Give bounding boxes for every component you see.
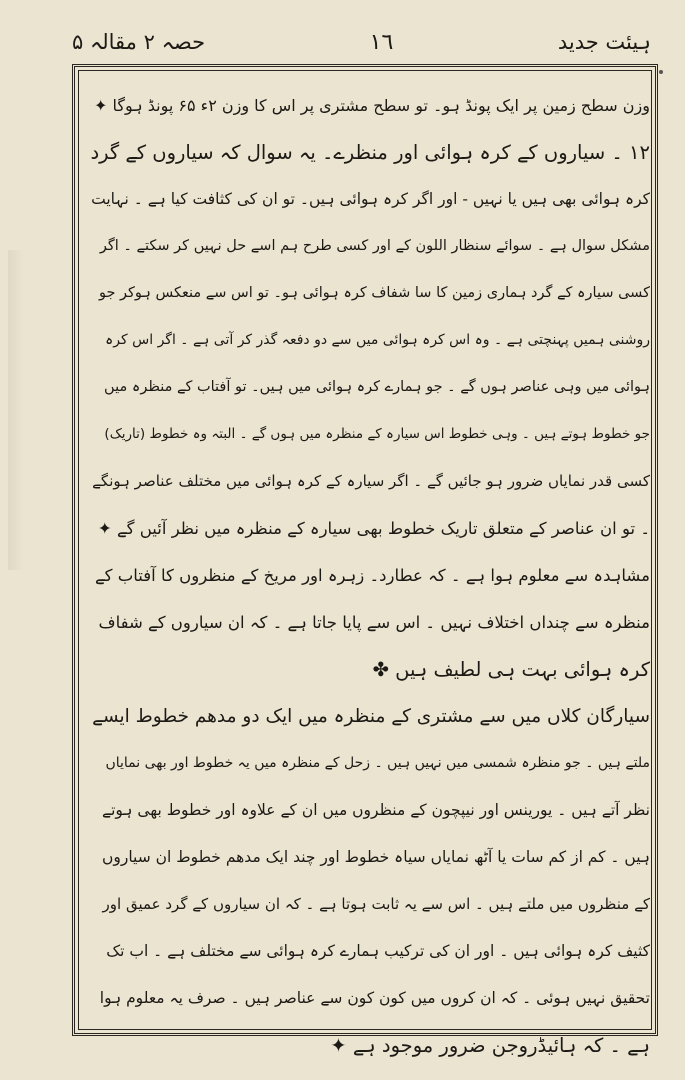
text-line: کرہ ہوائی بھی ہیں یا نہیں - اور اگر کرہ ہوائی ہیں۔ تو ان کی کثافت کیا ہے ۔ نہایت: [91, 190, 650, 208]
section-heading-line: ۱۲ ۔ سیاروں کے کرہ ہوائی اور منظرے۔ یہ سوال کہ سیاروں کے گرد: [90, 141, 650, 164]
text-line: ہوائی میں وہی عناصر ہوں گے ۔ جو ہمارے کرہ ہوائی میں ہیں۔ تو آفتاب کے منظرہ میں: [104, 379, 650, 395]
text-line: کے منظروں میں ملتے ہیں ۔ اس سے یہ ثابت ہوتا ہے ۔ کہ ان سیاروں کے گرد عمیق اور: [102, 895, 650, 913]
text-line: ۔ تو ان عناصر کے متعلق تاریک خطوط بھی سیارہ کے منظرہ میں نظر آئیں گے ✦: [97, 519, 650, 538]
page-number: ١٦: [369, 29, 394, 55]
text-line: کسی قدر نمایاں ضرور ہو جائیں گے ۔ اگر سیارہ کے کرہ ہوائی میں مختلف عناصر ہونگے: [92, 472, 650, 490]
text-line: ہے ۔ کہ ہائیڈروجن ضرور موجود ہے ✦: [330, 1034, 650, 1057]
ink-speck: [659, 70, 663, 74]
text-line: منظرہ سے چنداں اختلاف نہیں ۔ اس سے پایا جاتا ہے ۔ کہ ان سیاروں کے شفاف: [98, 613, 650, 632]
text-line: مشکل سوال ہے ۔ سوائے سنظار اللون کے اور کسی طرح ہم اسے حل نہیں کر سکتے ۔ اگر: [99, 238, 650, 254]
page-fold-shadow: [8, 250, 26, 570]
text-line: ملتے ہیں ۔ جو منظرہ شمسی میں نہیں ہیں ۔ زحل کے منظرہ میں یہ خطوط اور بھی نمایاں: [105, 755, 650, 771]
text-line: وزن سطح زمین پر ایک پونڈ ہو۔ تو سطح مشتری پر اس کا وزن ۲ء ۶۵ پونڈ ہوگا ✦: [94, 96, 650, 115]
text-line: ہیں ۔ کم از کم سات یا آٹھ نمایاں سیاہ خطوط اور چند ایک مدھم خطوط ان سیاروں: [101, 848, 650, 866]
text-line: سیارگان کلاں میں سے مشتری کے منظرہ میں ایک دو مدھم خطوط ایسے: [92, 706, 650, 727]
text-line: کسی سیارہ کے گرد ہماری زمین کا سا شفاف کرہ ہوائی ہو۔ تو اس سے منعکس ہوکر جو: [98, 285, 650, 301]
section-label: حصہ ۲ مقالہ ۵: [72, 30, 206, 54]
book-title: ہیئت جدید: [557, 30, 651, 54]
text-line: نظر آتے ہیں ۔ یورینس اور نیپچون کے منظروں میں ان کے علاوہ اور خطوط بھی ہوتے: [101, 801, 650, 819]
body-text: [90, 82, 650, 1057]
text-line: کثیف کرہ ہوائی ہیں ۔ اور ان کی ترکیب ہمارے کرہ ہوائی سے مختلف ہے ۔ اب تک: [106, 942, 650, 960]
running-header: [72, 22, 651, 62]
text-line: تحقیق نہیں ہوئی ۔ کہ ان کروں میں کون کون سے عناصر ہیں ۔ صرف یہ معلوم ہوا: [99, 989, 650, 1007]
text-line: کرہ ہوائی بہت ہی لطیف ہیں ✤: [372, 658, 650, 681]
text-line: مشاہدہ سے معلوم ہوا ہے ۔ کہ عطارد۔ زہرہ اور مریخ کے منظروں کا آفتاب کے: [94, 566, 650, 585]
text-line: روشنی ہمیں پہنچتی ہے ۔ وہ اس کرہ ہوائی میں سے دو دفعہ گذر کر آتی ہے ۔ اگر اس کرہ: [105, 332, 650, 348]
text-line: جو خطوط ہوتے ہیں ۔ وہی خطوط اس سیارہ کے منظرہ میں ہوں گے ۔ البتہ وہ خطوط (تاریک): [104, 426, 650, 442]
